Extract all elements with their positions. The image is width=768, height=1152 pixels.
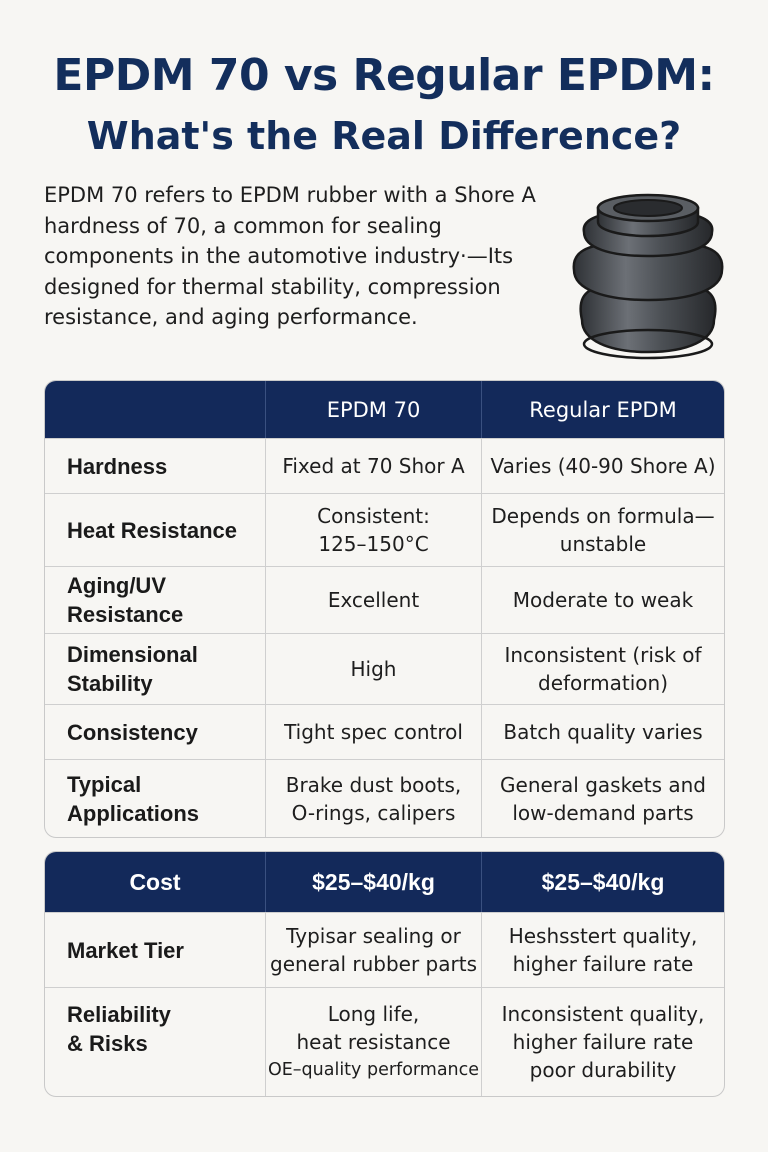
intro-line: EPDM 70 refers to EPDM rubber with a Shore A	[44, 183, 536, 207]
header-epdm70: EPDM 70	[265, 381, 481, 438]
header-cost: Cost	[129, 868, 181, 895]
rubber-boot-icon	[568, 192, 728, 368]
row-label	[45, 634, 265, 704]
cell-text: Long life,	[327, 1002, 420, 1026]
row-label-text: & Risks	[67, 1031, 148, 1056]
cell-text: O-rings, calipers	[291, 800, 456, 825]
intro-line: resistance, and aging performance.	[44, 305, 418, 329]
table-row	[45, 633, 724, 704]
table-row	[45, 566, 724, 633]
row-label	[45, 439, 265, 493]
row-label	[45, 760, 265, 837]
cell-text: higher failure rate	[512, 1030, 694, 1054]
comparison-table	[44, 380, 725, 838]
table-row	[45, 987, 724, 1096]
cell-text: heat resistance	[296, 1030, 451, 1054]
cell-text: deformation)	[538, 671, 668, 695]
cell-text: Tight spec control	[284, 720, 463, 744]
cell-text: 125–150°C	[318, 532, 429, 556]
regular-cell	[481, 634, 724, 704]
table-row	[45, 704, 724, 759]
row-label-text: Typical	[67, 771, 142, 797]
cell-text: general rubber parts	[270, 952, 477, 976]
cell-text: Heshsstert quality,	[508, 924, 698, 948]
header-regular-price: $25–$40/kg	[481, 852, 724, 912]
cell-text: unstable	[559, 532, 647, 556]
epdm70-cell	[265, 494, 481, 566]
row-label	[45, 988, 265, 1096]
title-line-1: EPDM 70 vs Regular EPDM:	[53, 50, 715, 101]
cell-text: Excellent	[327, 588, 420, 612]
cell-text: low-demand parts	[512, 800, 694, 825]
cell-text: Fixed at 70 Shor A	[282, 454, 465, 478]
regular-cell	[481, 439, 724, 493]
cell-text: Typisar sealing or	[286, 924, 461, 948]
row-label-text: Dimensional	[67, 642, 198, 667]
page-title	[0, 48, 768, 162]
table-row	[45, 912, 724, 987]
row-label	[45, 494, 265, 566]
cost-table	[44, 851, 725, 1097]
row-label-text: Reliability	[67, 1002, 171, 1027]
table-row	[45, 438, 724, 493]
table-row	[45, 759, 724, 837]
row-label-text: Hardness	[67, 453, 168, 479]
intro-line: components in the automotive industry·—Its	[44, 244, 514, 268]
header-regular-epdm: Regular EPDM	[481, 381, 724, 438]
cell-text: higher failure rate	[512, 952, 694, 976]
cell-text: Depends on formula—	[491, 504, 715, 528]
epdm70-cell	[265, 634, 481, 704]
epdm70-cell	[265, 988, 481, 1096]
regular-cell	[481, 494, 724, 566]
row-label-text: Aging/UV	[67, 573, 166, 598]
epdm70-cell	[265, 760, 481, 837]
cell-text: Inconsistent (risk of	[504, 643, 702, 667]
cell-text: Inconsistent quality,	[501, 1002, 705, 1026]
regular-cell	[481, 567, 724, 633]
row-label-text: Consistency	[67, 719, 198, 745]
regular-cell	[481, 913, 724, 987]
row-label-text: Applications	[67, 800, 200, 826]
table-row	[45, 493, 724, 566]
header-cell-blank	[45, 381, 265, 438]
row-label-text: Stability	[67, 671, 153, 696]
intro-line: hardness of 70, a common for sealing	[44, 213, 442, 238]
cell-text: Varies (40-90 Shore A)	[490, 454, 716, 478]
regular-cell	[481, 760, 724, 837]
cell-text: OE–quality performance	[267, 1060, 480, 1080]
epdm70-cell	[265, 705, 481, 759]
intro-paragraph	[44, 180, 564, 333]
epdm70-cell	[265, 913, 481, 987]
intro-line: designed for thermal stability, compression	[44, 274, 501, 299]
regular-cell	[481, 705, 724, 759]
epdm70-cell	[265, 439, 481, 493]
row-label	[45, 913, 265, 987]
title-line-2: What's the Real Difference?	[86, 114, 682, 158]
header-epdm70-price: $25–$40/kg	[265, 852, 481, 912]
cell-text: High	[350, 657, 397, 681]
cell-text: Brake dust boots,	[285, 772, 462, 797]
cost-header	[45, 852, 724, 912]
cell-text: General gaskets and	[500, 772, 706, 797]
row-label-text: Market Tier	[67, 937, 184, 963]
epdm70-cell	[265, 567, 481, 633]
cell-text: Batch quality varies	[503, 720, 703, 744]
row-label	[45, 705, 265, 759]
cell-text: Moderate to weak	[512, 588, 694, 612]
row-label-text: Resistance	[67, 602, 184, 627]
row-label	[45, 567, 265, 633]
table-header	[45, 381, 724, 438]
regular-cell	[481, 988, 724, 1096]
row-label-text: Heat Resistance	[67, 517, 237, 543]
cell-text: poor durability	[529, 1058, 677, 1082]
cell-text: Consistent:	[317, 504, 430, 528]
